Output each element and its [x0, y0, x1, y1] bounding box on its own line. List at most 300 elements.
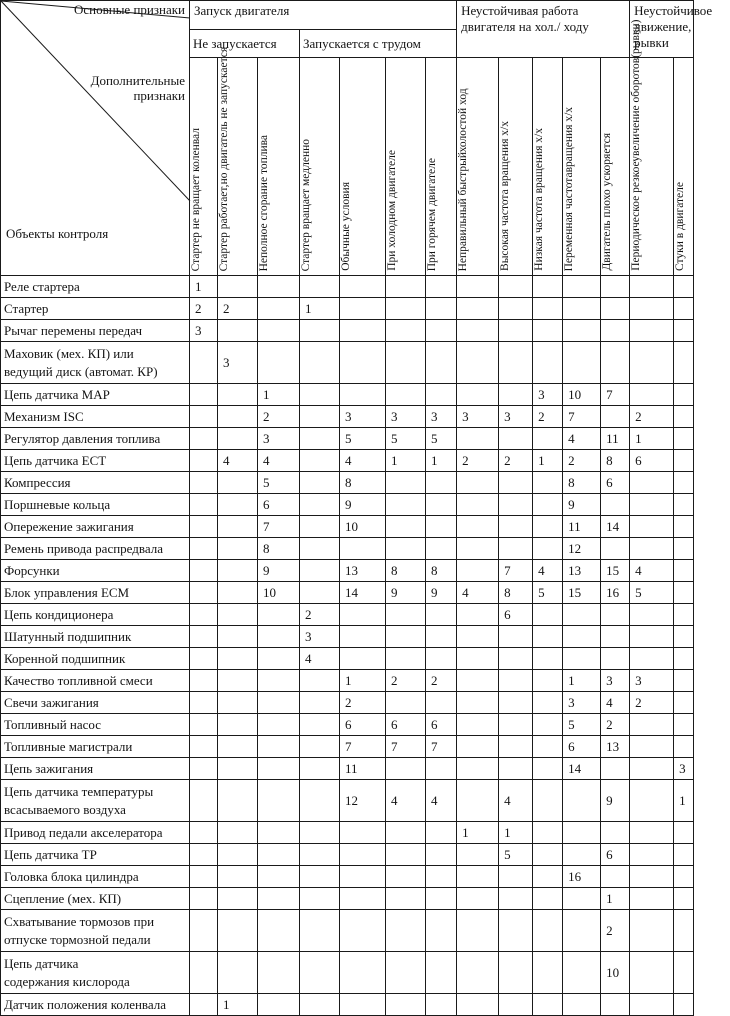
- header-corner-cell: [1, 1, 190, 276]
- row-label-line: содержания кислорода: [4, 973, 130, 989]
- table-cell: [630, 822, 674, 844]
- table-cell: [499, 276, 533, 298]
- table-cell: [340, 844, 386, 866]
- table-cell: [258, 888, 300, 910]
- table-cell: 13: [601, 736, 630, 758]
- table-cell: [190, 758, 218, 780]
- table-cell: 1: [457, 822, 499, 844]
- table-row: [1, 994, 694, 1016]
- table-cell: [386, 516, 426, 538]
- table-cell: [340, 276, 386, 298]
- table-row: [1, 758, 694, 780]
- table-cell: [218, 582, 258, 604]
- table-cell: [426, 692, 457, 714]
- table-cell: 8: [340, 472, 386, 494]
- table-cell: [674, 670, 694, 692]
- table-cell: [499, 866, 533, 888]
- row-label: [1, 758, 190, 780]
- table-cell: 7: [499, 560, 533, 582]
- table-cell: [386, 276, 426, 298]
- table-cell: [674, 994, 694, 1016]
- table-cell: [674, 910, 694, 952]
- row-label-line: ведущий диск (автомат. КР): [4, 363, 158, 379]
- table-cell: 1: [258, 384, 300, 406]
- table-cell: [386, 384, 426, 406]
- table-cell: [340, 648, 386, 670]
- row-label-line: всасываемого воздуха: [4, 801, 126, 817]
- table-cell: [630, 384, 674, 406]
- table-cell: [300, 758, 340, 780]
- table-cell: [426, 758, 457, 780]
- table-row: [1, 714, 694, 736]
- table-cell: [457, 494, 499, 516]
- table-cell: [630, 494, 674, 516]
- table-cell: 6: [601, 472, 630, 494]
- column-header-12: [601, 58, 630, 276]
- table-cell: [190, 692, 218, 714]
- table-cell: [601, 320, 630, 342]
- table-cell: [300, 406, 340, 428]
- row-label-line: Стартер: [4, 300, 49, 316]
- table-cell: [674, 604, 694, 626]
- table-cell: [340, 538, 386, 560]
- table-cell: [300, 692, 340, 714]
- table-cell: 12: [340, 780, 386, 822]
- table-cell: 4: [258, 450, 300, 472]
- table-cell: 1: [630, 428, 674, 450]
- table-cell: 9: [426, 582, 457, 604]
- table-cell: [533, 276, 563, 298]
- table-cell: [258, 780, 300, 822]
- table-cell: [563, 844, 601, 866]
- table-cell: [674, 822, 694, 844]
- table-cell: [457, 320, 499, 342]
- table-row: [1, 406, 694, 428]
- table-cell: 2: [300, 604, 340, 626]
- table-cell: [218, 538, 258, 560]
- table-cell: [674, 952, 694, 994]
- table-cell: [674, 516, 694, 538]
- table-cell: [457, 472, 499, 494]
- row-label-line: Цепь датчика MAP: [4, 386, 110, 402]
- table-cell: [457, 758, 499, 780]
- table-cell: [457, 952, 499, 994]
- row-label: [1, 342, 190, 384]
- table-cell: [190, 952, 218, 994]
- table-cell: 4: [457, 582, 499, 604]
- table-cell: [386, 342, 426, 384]
- table-cell: [300, 822, 340, 844]
- column-header-line: Стартер не вращает коленвал: [190, 127, 202, 271]
- table-cell: [563, 888, 601, 910]
- table-cell: [601, 538, 630, 560]
- table-cell: [499, 714, 533, 736]
- table-cell: 1: [533, 450, 563, 472]
- row-label-line: Схватывание тормозов при: [4, 913, 155, 929]
- table-cell: [630, 298, 674, 320]
- table-cell: [190, 582, 218, 604]
- table-row: [1, 626, 694, 648]
- table-cell: [457, 910, 499, 952]
- table-cell: [674, 844, 694, 866]
- column-header-text: [533, 128, 562, 271]
- table-cell: [630, 780, 674, 822]
- table-cell: [386, 952, 426, 994]
- table-cell: [533, 822, 563, 844]
- table-cell: [601, 866, 630, 888]
- table-cell: [533, 648, 563, 670]
- table-cell: 4: [386, 780, 426, 822]
- table-cell: [258, 298, 300, 320]
- row-label: [1, 428, 190, 450]
- table-cell: [674, 560, 694, 582]
- column-header-4: [300, 58, 340, 276]
- table-cell: [300, 670, 340, 692]
- table-cell: [258, 626, 300, 648]
- table-cell: [386, 494, 426, 516]
- table-cell: [630, 320, 674, 342]
- table-cell: 10: [563, 384, 601, 406]
- table-cell: [218, 670, 258, 692]
- table-cell: [190, 472, 218, 494]
- table-cell: [426, 888, 457, 910]
- row-label: [1, 298, 190, 320]
- table-cell: [457, 736, 499, 758]
- table-cell: 10: [340, 516, 386, 538]
- row-label-line: Реле стартера: [4, 278, 80, 294]
- column-header-line: При холодном двигателе: [386, 150, 398, 271]
- table-cell: [300, 866, 340, 888]
- table-row: [1, 604, 694, 626]
- table-cell: 4: [218, 450, 258, 472]
- table-cell: [457, 866, 499, 888]
- column-header-6: [386, 58, 426, 276]
- table-cell: 3: [300, 626, 340, 648]
- table-cell: [563, 342, 601, 384]
- row-label-line: Коренной подшипник: [4, 650, 126, 666]
- table-cell: 3: [674, 758, 694, 780]
- table-cell: 1: [563, 670, 601, 692]
- table-cell: [674, 406, 694, 428]
- table-cell: [533, 298, 563, 320]
- table-cell: [457, 780, 499, 822]
- table-cell: 2: [218, 298, 258, 320]
- table-cell: [601, 406, 630, 428]
- table-cell: 2: [563, 450, 601, 472]
- table-cell: [258, 758, 300, 780]
- column-header-1: [190, 58, 218, 276]
- column-header-3: [258, 58, 300, 276]
- table-cell: [630, 342, 674, 384]
- column-header-14: [674, 58, 694, 276]
- header-group-3: Неустойчивое движение, рывки: [630, 1, 694, 58]
- column-header-line: Периодическое резкое: [630, 161, 643, 271]
- table-row: [1, 342, 694, 384]
- table-cell: 8: [386, 560, 426, 582]
- table-cell: 4: [300, 648, 340, 670]
- table-cell: 11: [340, 758, 386, 780]
- table-cell: 2: [386, 670, 426, 692]
- table-cell: [190, 910, 218, 952]
- table-cell: [426, 472, 457, 494]
- row-label-line: Цепь датчика TP: [4, 846, 97, 862]
- table-cell: [258, 342, 300, 384]
- table-cell: [563, 952, 601, 994]
- table-row: [1, 844, 694, 866]
- table-cell: [258, 844, 300, 866]
- column-header-2: [218, 46, 258, 276]
- table-row: [1, 910, 694, 952]
- column-header-text: [340, 182, 385, 271]
- row-label-line: отпуске тормозной педали: [4, 931, 151, 947]
- table-cell: [300, 276, 340, 298]
- table-cell: [533, 910, 563, 952]
- table-cell: [426, 384, 457, 406]
- table-cell: 13: [340, 560, 386, 582]
- table-row: [1, 450, 694, 472]
- row-label-line: Свечи зажигания: [4, 694, 99, 710]
- table-cell: [300, 736, 340, 758]
- table-cell: [218, 472, 258, 494]
- table-cell: [340, 320, 386, 342]
- table-cell: 1: [340, 670, 386, 692]
- table-cell: [563, 320, 601, 342]
- table-cell: [426, 952, 457, 994]
- table-cell: [218, 910, 258, 952]
- row-label-line: Цепь кондиционера: [4, 606, 114, 622]
- table-cell: [218, 560, 258, 582]
- table-cell: 6: [386, 714, 426, 736]
- column-header-line: Неправильный быстрый: [457, 151, 470, 271]
- table-cell: 3: [190, 320, 218, 342]
- table-cell: [218, 428, 258, 450]
- table-cell: [563, 604, 601, 626]
- table-cell: 12: [563, 538, 601, 560]
- table-cell: [190, 384, 218, 406]
- column-header-7: [426, 58, 457, 276]
- table-cell: [340, 866, 386, 888]
- table-cell: [190, 626, 218, 648]
- table-row: [1, 428, 694, 450]
- table-cell: [258, 736, 300, 758]
- table-row: [1, 538, 694, 560]
- table-cell: 6: [630, 450, 674, 472]
- column-header-11: [563, 58, 601, 276]
- table-cell: [630, 472, 674, 494]
- table-row: [1, 384, 694, 406]
- table-cell: [457, 384, 499, 406]
- table-cell: 6: [601, 844, 630, 866]
- table-cell: 7: [563, 406, 601, 428]
- table-cell: [300, 780, 340, 822]
- table-cell: [630, 538, 674, 560]
- column-header-text: [499, 121, 532, 271]
- table-cell: 2: [601, 714, 630, 736]
- row-label-line: Блок управления ЕСМ: [4, 584, 130, 600]
- row-label-line: Цепь датчика температуры: [4, 783, 154, 799]
- row-label-line: Форсунки: [4, 562, 60, 578]
- table-cell: [499, 320, 533, 342]
- table-cell: [190, 560, 218, 582]
- table-cell: [386, 626, 426, 648]
- table-cell: [190, 604, 218, 626]
- table-cell: [674, 450, 694, 472]
- table-cell: [674, 320, 694, 342]
- table-cell: [674, 626, 694, 648]
- table-cell: 6: [258, 494, 300, 516]
- table-cell: [674, 692, 694, 714]
- table-cell: [563, 822, 601, 844]
- table-cell: [499, 298, 533, 320]
- table-cell: [190, 736, 218, 758]
- table-cell: [300, 952, 340, 994]
- row-label-line: Шатунный подшипник: [4, 628, 132, 644]
- table-cell: [533, 780, 563, 822]
- table-cell: [601, 604, 630, 626]
- table-cell: [190, 866, 218, 888]
- table-cell: [457, 516, 499, 538]
- table-cell: [457, 560, 499, 582]
- table-cell: [457, 844, 499, 866]
- table-cell: 16: [563, 866, 601, 888]
- table-cell: [190, 670, 218, 692]
- table-cell: [499, 538, 533, 560]
- table-cell: 2: [340, 692, 386, 714]
- table-cell: [563, 910, 601, 952]
- table-cell: [457, 670, 499, 692]
- table-cell: [300, 342, 340, 384]
- table-cell: 14: [601, 516, 630, 538]
- table-cell: [426, 994, 457, 1016]
- table-cell: 3: [218, 342, 258, 384]
- table-cell: [386, 822, 426, 844]
- column-header-line: Высокая частота вращения х/х: [499, 121, 512, 271]
- table-cell: [300, 516, 340, 538]
- table-cell: [300, 910, 340, 952]
- column-header-line: (рывки): [630, 19, 643, 58]
- table-cell: 3: [563, 692, 601, 714]
- table-cell: [340, 822, 386, 844]
- column-header-text: [258, 135, 299, 271]
- table-cell: [218, 604, 258, 626]
- column-header-line: увеличение оборотов: [630, 57, 643, 162]
- table-cell: [340, 994, 386, 1016]
- row-label: [1, 494, 190, 516]
- table-cell: 3: [258, 428, 300, 450]
- table-cell: [340, 888, 386, 910]
- table-cell: [601, 822, 630, 844]
- table-cell: [426, 844, 457, 866]
- table-cell: [533, 758, 563, 780]
- table-cell: 3: [340, 406, 386, 428]
- table-cell: [563, 276, 601, 298]
- table-cell: [499, 384, 533, 406]
- table-cell: [457, 692, 499, 714]
- table-row: [1, 298, 694, 320]
- row-label-line: Компрессия: [4, 474, 71, 490]
- table-cell: [190, 822, 218, 844]
- row-label: [1, 844, 190, 866]
- row-label-line: Сцепление (мех. КП): [4, 890, 122, 906]
- table-cell: [386, 648, 426, 670]
- table-cell: [190, 994, 218, 1016]
- table-cell: 5: [258, 472, 300, 494]
- column-header-line: Неполное сгорание топлива: [258, 134, 270, 271]
- table-cell: [499, 910, 533, 952]
- table-cell: [674, 298, 694, 320]
- table-cell: 4: [426, 780, 457, 822]
- column-header-text: [386, 150, 425, 271]
- column-header-13: [630, 19, 674, 276]
- table-cell: 6: [563, 736, 601, 758]
- table-cell: [630, 952, 674, 994]
- table-cell: [218, 780, 258, 822]
- table-cell: [533, 670, 563, 692]
- table-cell: [426, 516, 457, 538]
- table-cell: 13: [563, 560, 601, 582]
- column-header-line: но двигатель не запускается: [218, 46, 230, 185]
- table-cell: [258, 714, 300, 736]
- table-cell: [457, 428, 499, 450]
- table-cell: [300, 472, 340, 494]
- table-cell: 4: [563, 428, 601, 450]
- table-cell: [457, 604, 499, 626]
- column-header-line: Двигатель плохо ускоряется: [601, 133, 614, 271]
- table-cell: [457, 626, 499, 648]
- table-cell: [630, 758, 674, 780]
- table-cell: [218, 866, 258, 888]
- table-row: [1, 780, 694, 822]
- table-cell: [533, 714, 563, 736]
- table-cell: 4: [340, 450, 386, 472]
- table-cell: [563, 780, 601, 822]
- table-cell: 4: [630, 560, 674, 582]
- table-cell: [218, 692, 258, 714]
- table-cell: 1: [499, 822, 533, 844]
- table-cell: [426, 538, 457, 560]
- table-row: [1, 516, 694, 538]
- row-label: [1, 604, 190, 626]
- table-cell: 10: [601, 952, 630, 994]
- table-cell: 6: [499, 604, 533, 626]
- table-row: [1, 952, 694, 994]
- table-cell: 6: [426, 714, 457, 736]
- table-cell: 1: [426, 450, 457, 472]
- table-cell: [190, 780, 218, 822]
- table-row: [1, 822, 694, 844]
- table-cell: [601, 494, 630, 516]
- table-cell: [533, 736, 563, 758]
- column-header-line: При горячем двигателе: [426, 157, 438, 271]
- table-cell: 2: [630, 406, 674, 428]
- objects-label: Объекты контроля: [6, 226, 109, 241]
- row-label: [1, 560, 190, 582]
- table-cell: [674, 538, 694, 560]
- table-cell: 7: [340, 736, 386, 758]
- table-cell: [386, 320, 426, 342]
- header-group-2: Неустойчивая работа двигателя на хол./ ходу: [457, 1, 630, 58]
- column-header-line: Стартер работает,: [218, 184, 230, 271]
- table-cell: [457, 298, 499, 320]
- table-cell: [258, 866, 300, 888]
- table-row: [1, 276, 694, 298]
- table-cell: [300, 450, 340, 472]
- table-row: [1, 472, 694, 494]
- table-cell: 2: [258, 406, 300, 428]
- table-cell: [340, 952, 386, 994]
- table-cell: [563, 626, 601, 648]
- table-cell: [674, 648, 694, 670]
